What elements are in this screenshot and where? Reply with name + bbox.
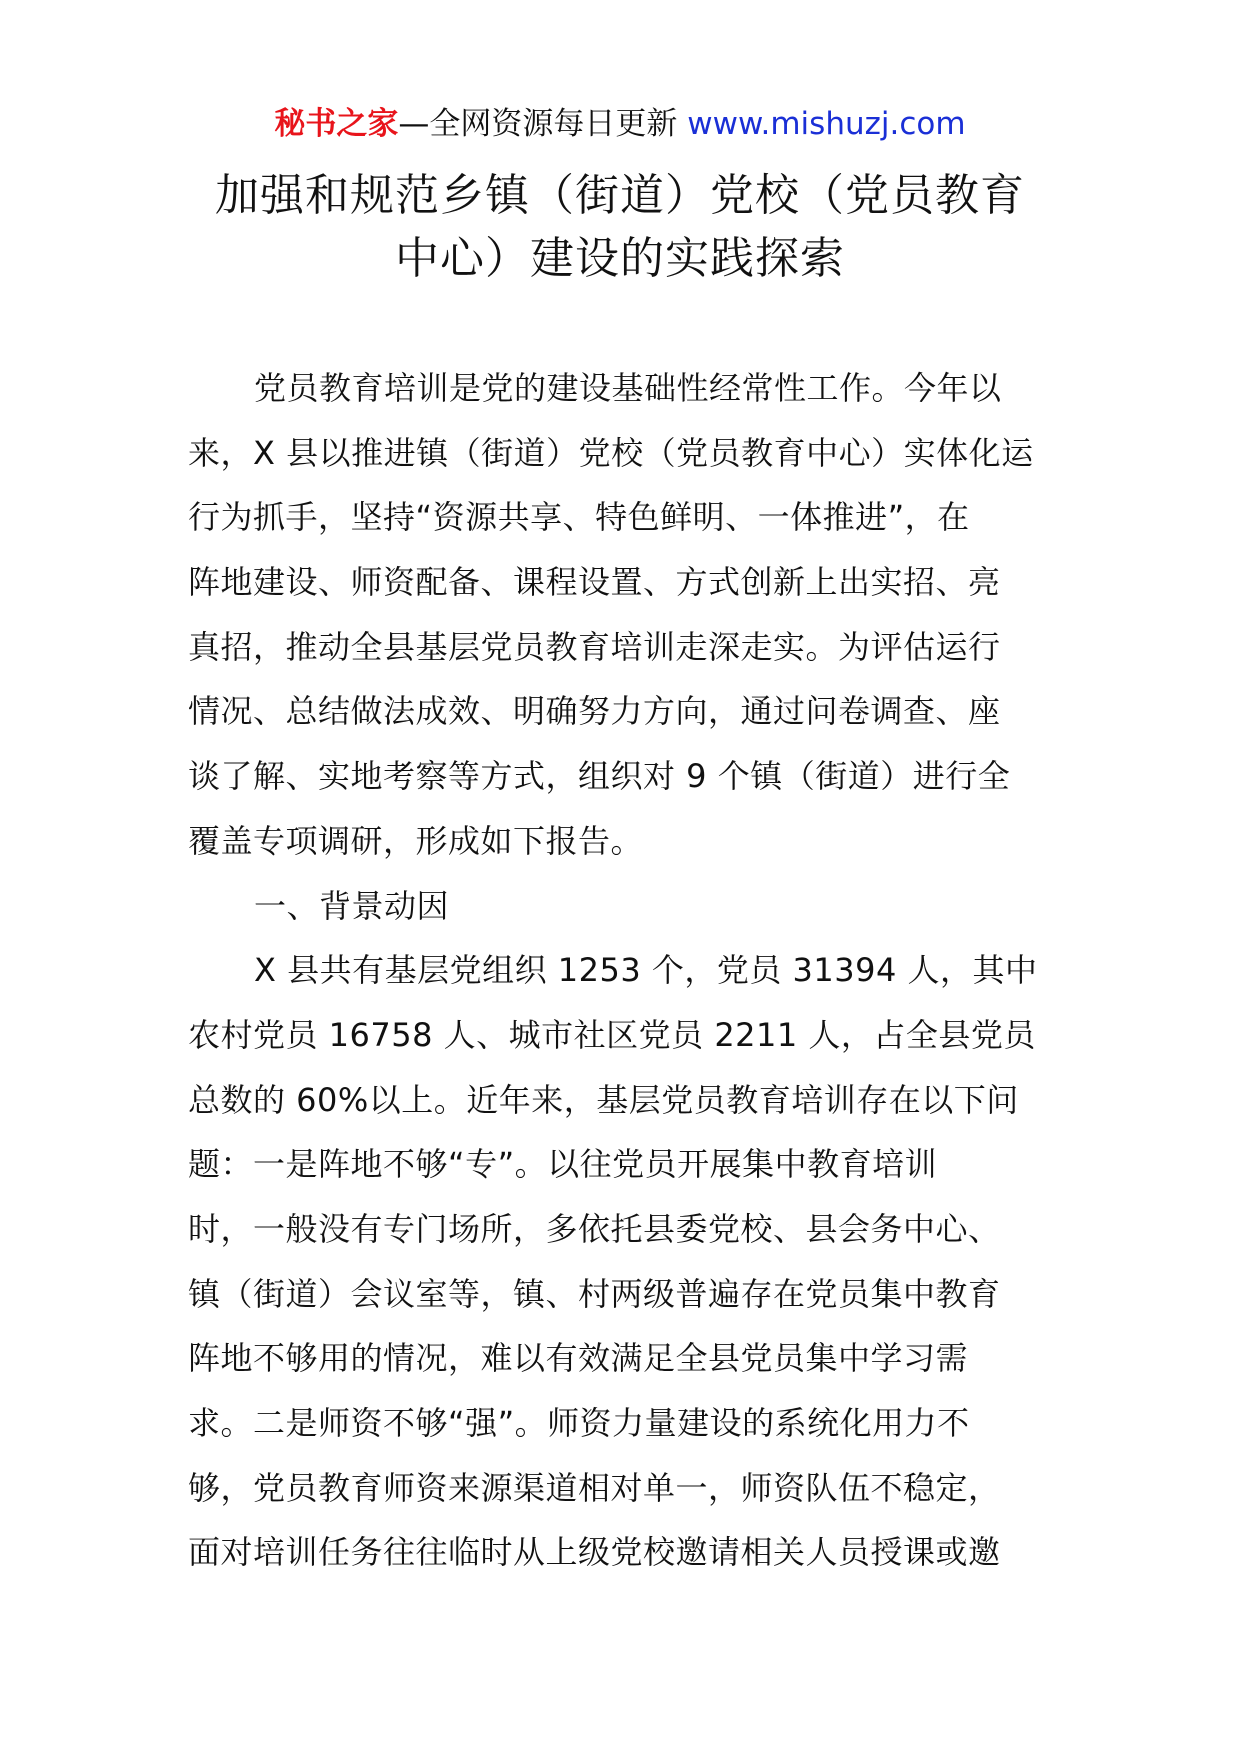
body-line: 时，一般没有专门场所，多依托县委党校、县会务中心、 xyxy=(188,1209,1001,1248)
watermark-url-link[interactable]: www.mishuzj.com xyxy=(687,106,966,142)
body-line: 党员教育培训是党的建设基础性经常性工作。今年以 xyxy=(254,369,1002,407)
body-line: 总数的 60%以上。近年来，基层党员教育培训存在以下问 xyxy=(188,1080,1019,1119)
document-title xyxy=(150,164,1090,290)
body-line: 面对培训任务往往临时从上级党校邀请相关人员授课或邀 xyxy=(188,1533,1001,1572)
body-line: 够，党员教育师资来源渠道相对单一，师资队伍不稳定， xyxy=(188,1468,1001,1507)
body-text xyxy=(188,356,1058,1585)
body-line: 农村党员 16758 人、城市社区党员 2211 人，占全县党员 xyxy=(188,1015,1036,1054)
body-line: 阵地建设、师资配备、课程设置、方式创新上出实招、亮 xyxy=(188,563,1001,602)
body-line: 求。二是师资不够“强”。师资力量建设的系统化用力不 xyxy=(188,1404,970,1442)
body-line: 真招，推动全县基层党员教育培训走深走实。为评估运行 xyxy=(188,627,1001,666)
watermark-header xyxy=(0,104,1240,144)
body-line: 谈了解、实地考察等方式，组织对 9 个镇（街道）进行全 xyxy=(188,757,1011,796)
title-line-2: 中心）建设的实践探索 xyxy=(395,233,845,284)
body-line: 行为抓手，坚持“资源共享、特色鲜明、一体推进”，在 xyxy=(188,498,970,537)
body-line: 镇（街道）会议室等，镇、村两级普遍存在党员集中教育 xyxy=(188,1274,1001,1313)
title-line-1: 加强和规范乡镇（街道）党校（党员教育 xyxy=(215,170,1025,221)
body-line: 情况、总结做法成效、明确努力方向，通过问卷调查、座 xyxy=(188,692,1001,731)
body-line: 题：一是阵地不够“专”。以往党员开展集中教育培训 xyxy=(188,1145,938,1184)
section-heading: 一、背景动因 xyxy=(254,886,450,925)
watermark-brand: 秘书之家 xyxy=(274,106,399,142)
body-line: 阵地不够用的情况，难以有效满足全县党员集中学习需 xyxy=(188,1339,969,1378)
body-line: 来，X 县以推进镇（街道）党校（党员教育中心）实体化运 xyxy=(188,433,1034,472)
body-line: 覆盖专项调研，形成如下报告。 xyxy=(188,821,644,860)
watermark-slogan: —全网资源每日更新 xyxy=(398,106,688,142)
body-line: X 县共有基层党组织 1253 个，党员 31394 人，其中 xyxy=(254,951,1038,990)
